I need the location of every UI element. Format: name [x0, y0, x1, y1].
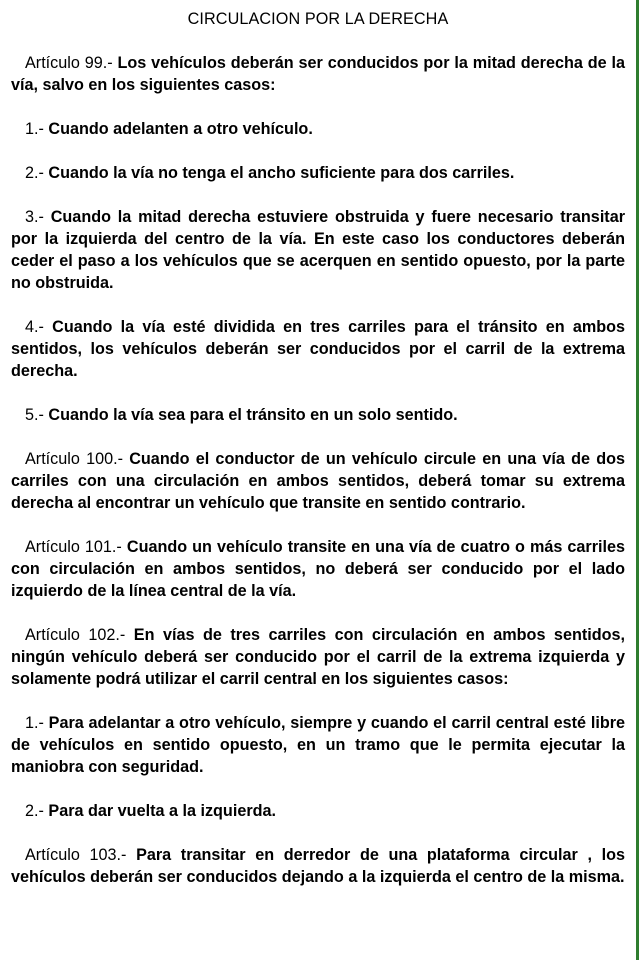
- paragraph-lead: Artículo 102.-: [25, 626, 134, 644]
- paragraph-lead: Artículo 99.-: [25, 54, 118, 72]
- paragraph-case-2: [11, 162, 625, 184]
- paragraph-lead: 2.-: [25, 164, 49, 182]
- paragraph-lead: 2.-: [25, 802, 49, 820]
- paragraph-text: Cuando la vía esté dividida en tres carriles para el tránsito en ambos sentidos, los vehículos deberán ser conducidos por el carril de la extrema derecha.: [11, 318, 625, 380]
- paragraph-text: En vías de tres carriles con circulación en ambos sentidos, ningún vehículo deberá ser conducido por el carril de la extrema izquierda y solamente podrá utilizar el carril central en los siguientes casos:: [11, 626, 625, 688]
- paragraph-text: Cuando la vía sea para el tránsito en un solo sentido.: [48, 406, 458, 424]
- paragraph-articulo-103: [11, 844, 625, 888]
- paragraph-lead: 3.-: [25, 208, 51, 226]
- paragraph-text: Cuando el conductor de un vehículo circule en una vía de dos carriles con una circulación en ambos sentidos, deberá tomar su extrema derecha al encontrar un vehículo que transite en sentido contrario.: [11, 450, 625, 512]
- paragraph-text: Para dar vuelta a la izquierda.: [48, 802, 277, 820]
- document-content: [11, 8, 625, 888]
- paragraph-text: Los vehículos deberán ser conducidos por la mitad derecha de la vía, salvo en los siguientes casos:: [11, 54, 625, 94]
- paragraph-text: Cuando la vía no tenga el ancho suficiente para dos carriles.: [48, 164, 515, 182]
- paragraph-lead: 5.-: [25, 406, 49, 424]
- paragraph-case-4: [11, 316, 625, 382]
- paragraph-text: Cuando un vehículo transite en una vía de cuatro o más carriles con circulación en ambos sentidos, no deberá ser conducido por el lado izquierdo de la línea central de la vía.: [11, 538, 625, 600]
- paragraph-articulo-101: [11, 536, 625, 602]
- paragraph-articulo-102: [11, 624, 625, 690]
- paragraph-case-1: [11, 118, 625, 140]
- paragraph-text: Para transitar en derredor de una plataforma circular , los vehículos deberán ser conducidos dejando a la izquierda el centro de la misma.: [11, 846, 625, 886]
- paragraph-text: Cuando la mitad derecha estuviere obstruida y fuere necesario transitar por la izquierda del centro de la vía. En este caso los conductores deberán ceder el paso a los vehículos que se acerquen en sentido opuesto, por la parte no obstruida.: [11, 208, 626, 292]
- paragraph-articulo-100: [11, 448, 625, 514]
- paragraph-lead: Artículo 100.-: [25, 450, 130, 468]
- paragraph-lead: Artículo 101.-: [25, 538, 127, 556]
- paragraph-articulo-99: [11, 52, 625, 96]
- page-title: CIRCULACION POR LA DERECHA: [187, 10, 449, 28]
- paragraph-text: Cuando adelanten a otro vehículo.: [48, 120, 313, 138]
- paragraph-case-3: [11, 206, 625, 294]
- paragraph-case-5: [11, 404, 625, 426]
- paragraph-lead: Artículo 103.-: [25, 846, 137, 864]
- paragraph-102-case-2: [11, 800, 625, 822]
- paragraph-text: Para adelantar a otro vehículo, siempre y cuando el carril central esté libre de vehículos en sentido opuesto, en un tramo que le permita ejecutar la maniobra con seguridad.: [11, 714, 626, 776]
- paragraph-lead: 1.-: [25, 120, 49, 138]
- paragraph-lead: 1.-: [25, 714, 49, 732]
- paragraph-102-case-1: [11, 712, 625, 778]
- paragraph-lead: 4.-: [25, 318, 53, 336]
